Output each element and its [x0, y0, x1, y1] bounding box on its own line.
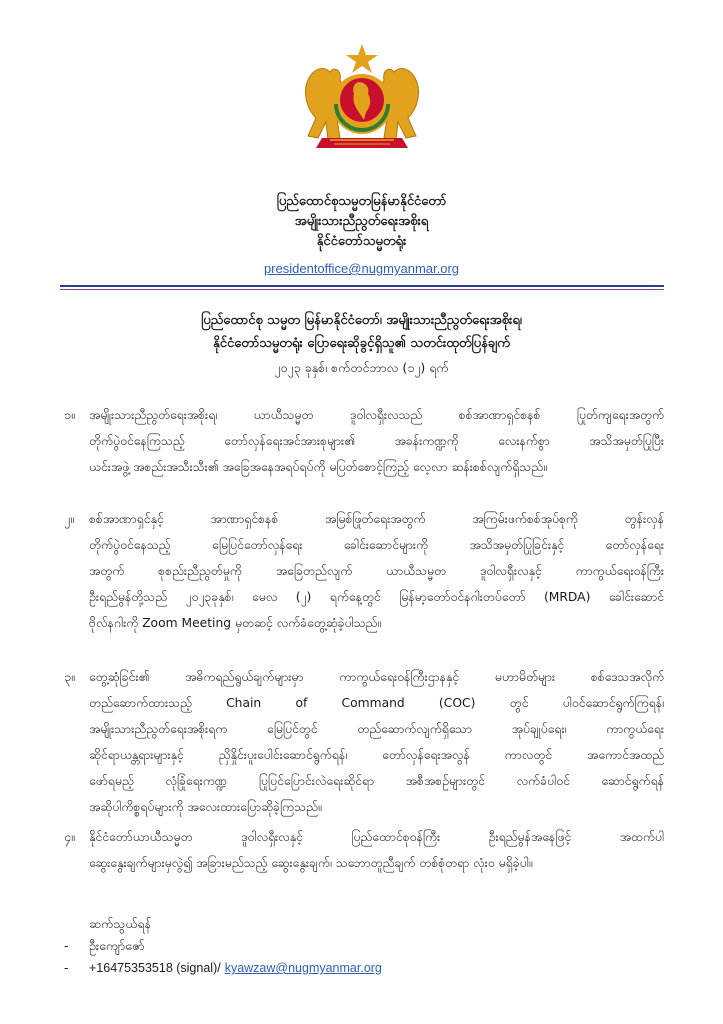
paragraph-line: နိုင်ငံတော်ယာယီသမ္မတ ဒူဝါလရှီးလနှင့် ပြည်ထောင်စုဝန်ကြီး ဦးရည်မွန်အနေဖြင့် အထက်ပါ — [89, 830, 664, 844]
paragraph-line: ဗိုလ်နဂါးကို Zoom Meeting မှတဆင့် လက်ခံတွေ့ဆုံခဲ့ပါသည်။ — [89, 616, 382, 630]
emblem-icon — [300, 42, 424, 158]
statement-date: ၂၀၂၃ ခုနှစ်၊ စက်တင်ဘာလ (၁၂) ရက် — [274, 360, 449, 375]
paragraph-line: တွေ့ဆုံခြင်း၏ အဓိကရည်ရွယ်ချက်များမှာ ကာကွယ်ရေးဝန်ကြီးဌာနနှင့် မဟာမိတ်များ စစ်ဒေသအလိုက် — [89, 670, 664, 684]
org-name-line: နိုင်ငံတော်သမ္မတရုံး — [316, 234, 407, 249]
contact-email-link[interactable]: kyawzaw@nugmyanmar.org — [224, 961, 382, 975]
paragraph-line: အဆိုပါကိစ္စရပ်များကို အလေးထားပြောဆိုခဲ့ကြသည်။ — [89, 800, 322, 814]
paragraph-number: ၁။ — [64, 407, 75, 422]
paragraph-line: တည်ဆောက်ထားသည့် Chain of Command (COC) တွင် ပါဝင်ဆောင်ရွက်ကြရန်၊ — [89, 696, 664, 710]
paragraph-line: ယင်းအဖွဲ့ အစည်းအသီးသီး၏ အခြေအနေအရပ်ရပ်ကို မပြတ်စောင့်ကြည့် လေ့လာ ဆန်းစစ်လျက်ရှိသည်။ — [89, 460, 547, 474]
paragraph-line: ဆိုင်ရာယန္တရားများနှင့် ညှိနှိုင်းပူးပေါင်းဆောင်ရွက်ရန်၊ တော်လှန်ရေးအလွန် ကာလတွင် အကောင်အထည် — [89, 748, 664, 762]
paragraph-line: စစ်အာဏာရှင်နှင့် အာဏာရှင်စနစ် အမြစ်ဖြုတ်ရေးအတွက် အကြမ်းဖက်စစ်အုပ်စုကို တွန်းလှန် — [89, 512, 664, 526]
contact-phone: +16475353518 (signal)/ — [89, 961, 221, 975]
paragraph-line: ဖော်ရမည့် လုံခြုံရေးကဏ္ဍ ပြုပြင်ပြောင်းလဲရေးဆိုင်ရာ အစီအစဉ်များတွင် လက်ခံပါဝင် ဆောင်ရွက်ရန် — [89, 774, 664, 788]
paragraph-number: ၄။ — [64, 829, 75, 844]
contact-heading: ဆက်သွယ်ရန် — [89, 916, 152, 931]
paragraph-number: ၂။ — [64, 511, 74, 526]
header-divider — [60, 285, 664, 287]
bullet-dash: - — [64, 960, 69, 975]
state-emblem-logo — [300, 42, 424, 158]
header-divider — [60, 289, 664, 290]
paragraph-line: အတွက် စုစည်းညီညွတ်မှုကို အခြေတည်လျက် ယာယီသမ္မတ ဒူဝါလရှီးလနှင့် ကာကွယ်ရေးဝန်ကြီး — [89, 564, 664, 578]
statement-title-line: ပြည်ထောင်စု သမ္မတ မြန်မာနိုင်ငံတော်၊ အမျိုးသားညီညွတ်ရေးအစိုးရ၊ — [201, 313, 522, 328]
org-name-line: ပြည်ထောင်စုသမ္မတမြန်မာနိုင်ငံတော် — [276, 194, 447, 209]
paragraph-line: အမျိုးသားညီညွတ်ရေးအစိုးရက မြေပြင်တွင် တည်ဆောက်လျက်ရှိသော အုပ်ချုပ်ရေး၊ ကာကွယ်ရေး — [89, 722, 664, 736]
org-name-line: အမျိုးသားညီညွတ်ရေးအစိုးရ — [294, 214, 429, 229]
paragraph-line: အမျိုးသားညီညွတ်ရေးအစိုးရ၊ ယာယီသမ္မတ ဒူဝါလရှီးလသည် စစ်အာဏာရှင်စနစ် ပြုတ်ကျရေးအတွက် — [89, 408, 664, 422]
contact-name: ဦးကျော်ဇော် — [89, 938, 145, 953]
office-email-link[interactable]: presidentoffice@nugmyanmar.org — [263, 261, 460, 276]
statement-title-line: နိုင်ငံတော်သမ္မတရုံး ပြောရေးဆိုခွင့်ရှိသူ၏ သတင်းထုတ်ပြန်ချက် — [213, 336, 510, 351]
paragraph-line: ဆွေးနွေးချက်များမှလွဲ၍ အခြားမည်သည့် ဆွေးနွေးချက်၊ သဘောတူညီချက် တစ်စုံတရာ လုံးဝ မရှိခဲ့ပါ။ — [89, 856, 533, 870]
paragraph-line: တိုက်ပွဲဝင်နေကြသည့် တော်လှန်ရေးအင်အားစုများ၏ အခန်းကဏ္ဍကို လေးနက်စွာ အသိအမှတ်ပြုပြီး — [89, 434, 664, 448]
bullet-dash: - — [64, 938, 69, 953]
paragraph-line: ဦးရည်မွန်တို့သည် ၂၀၂၃ခုနှစ်၊ မေလ (၂) ရက်နေ့တွင် မြန်မာ့တော်ဝင်နဂါးတပ်တော် (MRDA) ခေါင်းဆောင် — [89, 590, 664, 604]
paragraph-number: ၃။ — [64, 669, 75, 684]
paragraph-line: တိုက်ပွဲဝင်နေသည့် မြေပြင်တော်လှန်ရေး ခေါင်းဆောင်များကို အသိအမှတ်ပြုခြင်းနှင့် တော်လှန်ရေး — [89, 538, 664, 552]
